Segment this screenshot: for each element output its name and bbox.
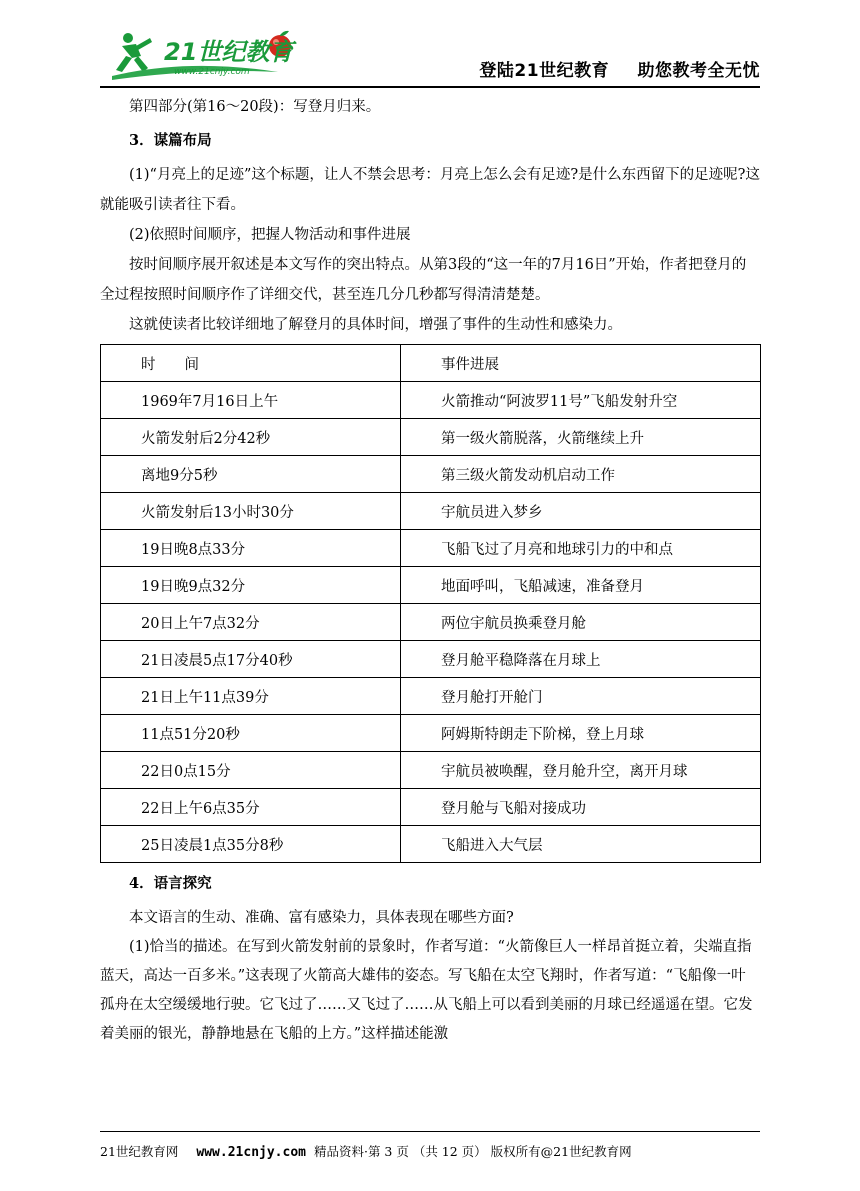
table-row xyxy=(101,752,761,789)
table-row xyxy=(101,493,761,530)
table-row xyxy=(101,678,761,715)
document-body xyxy=(100,92,760,1049)
table-header-row xyxy=(101,345,761,382)
svg-text:21世纪教育: 21世纪教育 xyxy=(164,38,294,66)
section-3-para-4: 这就使读者比较详细地了解登月的具体时间，增强了事件的生动性和感染力。 xyxy=(129,317,622,333)
cell-time: 火箭发射后13小时30分 xyxy=(101,493,401,530)
footer-info: 精品资料·第 3 页 （共 12 页） 版权所有@21世纪教育网 xyxy=(313,1144,632,1159)
table-row xyxy=(101,382,761,419)
cell-time: 22日上午6点35分 xyxy=(101,789,401,826)
cell-time: 1969年7月16日上午 xyxy=(101,382,401,419)
cell-event: 第三级火箭发动机启动工作 xyxy=(401,456,761,493)
timeline-table xyxy=(100,344,761,863)
cell-time: 22日0点15分 xyxy=(101,752,401,789)
cell-event: 登月舱平稳降落在月球上 xyxy=(401,641,761,678)
cell-event: 第一级火箭脱落，火箭继续上升 xyxy=(401,419,761,456)
cell-time: 21日上午11点39分 xyxy=(101,678,401,715)
header-time: 时 间 xyxy=(101,345,401,382)
header-rule xyxy=(100,86,760,88)
cell-time: 19日晚9点32分 xyxy=(101,567,401,604)
cell-event: 两位宇航员换乘登月舱 xyxy=(401,604,761,641)
table-row xyxy=(101,641,761,678)
table-row xyxy=(101,567,761,604)
section-3-para-2: (2)依照时间顺序，把握人物活动和事件进展 xyxy=(129,227,411,243)
section-4-title: 4．语言探究 xyxy=(129,875,212,892)
table-row xyxy=(101,419,761,456)
section-3-title: 3．谋篇布局 xyxy=(129,132,212,149)
cell-event: 宇航员进入梦乡 xyxy=(401,493,761,530)
cell-time: 离地9分5秒 xyxy=(101,456,401,493)
table-row xyxy=(101,789,761,826)
table-row xyxy=(101,456,761,493)
header-event: 事件进展 xyxy=(401,345,761,382)
cell-event: 飞船进入大气层 xyxy=(401,826,761,863)
slogan-right: 助您教考全无忧 xyxy=(637,61,760,81)
table-row xyxy=(101,604,761,641)
cell-event: 登月舱打开舱门 xyxy=(401,678,761,715)
cell-time: 25日凌晨1点35分8秒 xyxy=(101,826,401,863)
cell-event: 登月舱与飞船对接成功 xyxy=(401,789,761,826)
logo xyxy=(108,28,308,84)
cell-time: 21日凌晨5点17分40秒 xyxy=(101,641,401,678)
slogan-left: 登陆21世纪教育 xyxy=(479,61,610,81)
table-row xyxy=(101,715,761,752)
table-row xyxy=(101,530,761,567)
section-4-para-1: 本文语言的生动、准确、富有感染力，具体表现在哪些方面? xyxy=(129,910,514,926)
table-row xyxy=(101,826,761,863)
cell-time: 火箭发射后2分42秒 xyxy=(101,419,401,456)
cell-time: 20日上午7点32分 xyxy=(101,604,401,641)
section-3-para-3: 按时间顺序展开叙述是本文写作的突出特点。从第3段的“这一年的7月16日”开始，作者把登月的全过程按照时间顺序作了详细交代，甚至连几分几秒都写得清清楚楚。 xyxy=(100,257,747,303)
section-3-para-1: (1)“月亮上的足迹”这个标题，让人不禁会思考：月亮上怎么会有足迹?是什么东西留下的足迹呢?这就能吸引读者往下看。 xyxy=(100,167,760,213)
header-slogan xyxy=(457,56,760,81)
page-header xyxy=(100,28,760,86)
cell-event: 阿姆斯特朗走下阶梯，登上月球 xyxy=(401,715,761,752)
cell-time: 11点51分20秒 xyxy=(101,715,401,752)
section-4-para-2: (1)恰当的描述。在写到火箭发射前的景象时，作者写道：“火箭像巨人一样昂首挺立着，尖端直指蓝天，高达一百多米。”这表现了火箭高大雄伟的姿态。写飞船在太空飞翔时，作者写道：“飞船像一叶孤舟在太空缓缓地行驶。它飞过了……又飞过了……从飞船上可以看到美丽的月球已经遥遥在望。它发着美丽的银光，静静地悬在飞船的上方。”这样描述能激 xyxy=(100,939,753,1042)
footer-url[interactable]: www.21cnjy.com xyxy=(196,1145,306,1160)
footer-rule xyxy=(100,1131,760,1132)
page-footer xyxy=(100,1142,760,1160)
cell-event: 宇航员被唤醒，登月舱升空，离开月球 xyxy=(401,752,761,789)
runner-icon xyxy=(116,33,152,72)
cell-event: 火箭推动“阿波罗11号”飞船发射升空 xyxy=(401,382,761,419)
cell-event: 地面呼叫，飞船减速，准备登月 xyxy=(401,567,761,604)
cell-time: 19日晚8点33分 xyxy=(101,530,401,567)
cell-event: 飞船飞过了月亮和地球引力的中和点 xyxy=(401,530,761,567)
footer-site: 21世纪教育网 xyxy=(100,1144,179,1159)
part4-line: 第四部分(第16～20段)：写登月归来。 xyxy=(129,99,381,115)
svg-text:www.21cnjy.com: www.21cnjy.com xyxy=(174,67,250,77)
